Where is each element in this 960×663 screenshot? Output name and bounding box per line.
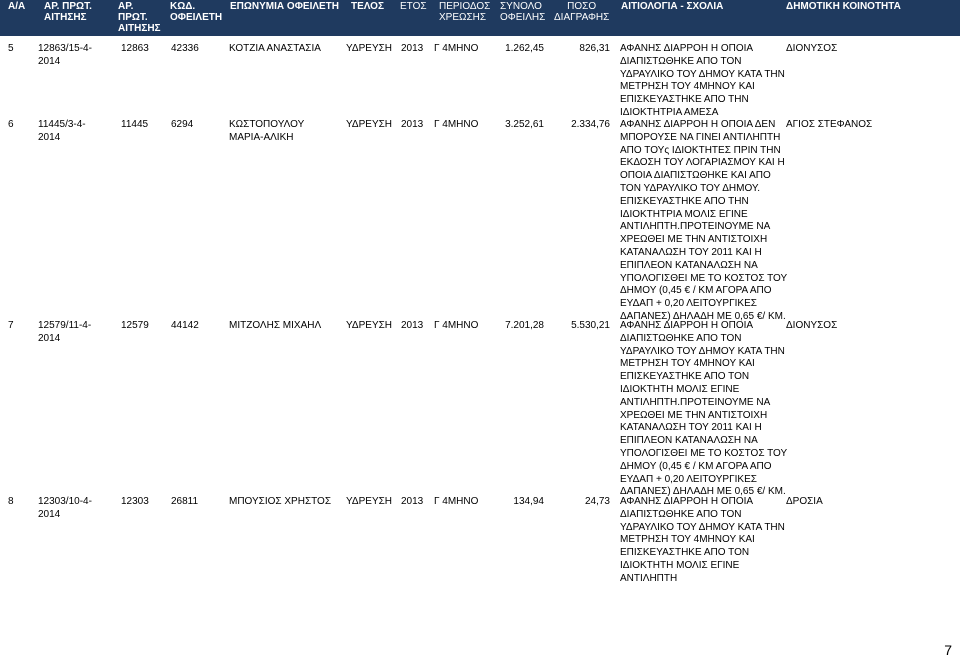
- cell-aitiologia: ΑΦΑΝΗΣ ΔΙΑΡΡΟΗ Η ΟΠΟΙΑ ΔΙΑΠΙΣΤΩΘΗΚΕ ΑΠΟ ΤΟΝ ΥΔΡΑΥΛΙΚΟ ΤΟΥ ΔΗΜΟΥ ΚΑΤΑ ΤΗΝ ΜΕΤΡΗΣΗ ΤΟΥ 4ΜΗΝΟΥ ΚΑΙ ΕΠΙΣΚΕΥΑΣΤΗΚΕ ΑΠΟ ΤΟΝ ΙΔΙΟΚΤΗΤΗ ΜΟΛΙΣ ΕΓΙΝΕ ΑΝΤΙΛΗΠΤΗ: [620, 496, 785, 584]
- cell-kod: 44142: [171, 320, 199, 331]
- cell-etos: 2013: [401, 43, 424, 54]
- cell-kod: 26811: [171, 496, 199, 507]
- table-header: [0, 0, 960, 36]
- cell-kod: 42336: [171, 43, 199, 54]
- cell-aitiologia: ΑΦΑΝΗΣ ΔΙΑΡΡΟΗ Η ΟΠΟΙΑ ΔΙΑΠΙΣΤΩΘΗΚΕ ΑΠΟ ΤΟΝ ΥΔΡΑΥΛΙΚΟ ΤΟΥ ΔΗΜΟΥ ΚΑΤΑ ΤΗΝ ΜΕΤΡΗΣΗ ΤΟΥ 4ΜΗΝΟΥ ΚΑΙ ΕΠΙΣΚΕΥΑΣΤΗΚΕ ΑΠΟ ΤΗΝ ΙΔΙΟΚΤΗΤΡΙΑ ΑΜΕΣΑ: [620, 43, 785, 118]
- header-poso: ΠΟΣΟ ΔΙΑΓΡΑΦΗΣ: [554, 1, 610, 23]
- cell-koinotita: ΑΓΙΟΣ ΣΤΕΦΑΝΟΣ: [786, 119, 873, 130]
- header-telos: ΤΕΛΟΣ: [351, 1, 384, 12]
- cell-telos: ΥΔΡΕΥΣΗ: [346, 43, 393, 54]
- header-etos: ΕΤΟΣ: [400, 1, 427, 12]
- cell-eponymia: ΚΩΣΤΟΠΟΥΛΟΥ ΜΑΡΙΑ-ΑΛΙΚΗ: [229, 119, 305, 143]
- cell-ar-prot: 12863/15-4-2014: [38, 43, 92, 67]
- header-ar-prot-aitisis: ΑΡ. ΠΡΩΤ. ΑΙΤΗΣΗΣ: [44, 1, 92, 23]
- cell-etos: 2013: [401, 320, 424, 331]
- cell-aa: 7: [8, 320, 14, 331]
- cell-poso: 24,73: [584, 496, 610, 507]
- cell-ar-prot: 12579/11-4-2014: [38, 320, 92, 344]
- cell-periodos: Γ 4ΜΗΝΟ: [434, 320, 479, 331]
- cell-telos: ΥΔΡΕΥΣΗ: [346, 496, 393, 507]
- cell-telos: ΥΔΡΕΥΣΗ: [346, 320, 393, 331]
- header-koinotita: ΔΗΜΟΤΙΚΗ ΚΟΙΝΟΤΗΤΑ: [786, 1, 901, 12]
- header-aa: Α/Α: [8, 1, 26, 12]
- cell-periodos: Γ 4ΜΗΝΟ: [434, 43, 479, 54]
- cell-aa: 6: [8, 119, 14, 130]
- cell-synolo: 3.252,61: [505, 119, 544, 130]
- cell-kod: 6294: [171, 119, 194, 130]
- cell-eponymia: ΜΠΟΥΣΙΟΣ ΧΡΗΣΤΟΣ: [229, 496, 332, 507]
- cell-aitiologia: ΑΦΑΝΗΣ ΔΙΑΡΡΟΗ Η ΟΠΟΙΑ ΔΙΑΠΙΣΤΩΘΗΚΕ ΑΠΟ ΤΟΝ ΥΔΡΑΥΛΙΚΟ ΤΟΥ ΔΗΜΟΥ ΚΑΤΑ ΤΗΝ ΜΕΤΡΗΣΗ ΤΟΥ 4ΜΗΝΟΥ ΚΑΙ ΕΠΙΣΚΕΥΑΣΤΗΚΕ ΑΠΟ ΤΟΝ ΙΔΙΟΚΤΗΤΗ ΜΟΛΙΣ ΕΓΙΝΕ ΑΝΤΙΛΗΠΤΗ.ΠΡΟΤΕΙΝΟΥΜΕ ΝΑ ΧΡΕΩΘΕΙ ΜΕ ΤΗΝ ΑΝΤΙΣΤΟΙΧΗ ΚΑΤΑΝΑΛΩΣΗ ΤΟΥ 2011 ΚΑΙ Η ΕΠΙΠΛΕΟΝ ΚΑΤΑΝΑΛΩΣΗ ΝΑ ΥΠΟΛΟΓΙΣΘΕΙ ΜΕ ΤΟ ΚΟΣΤΟΣ ΤΟΥ ΔΗΜΟΥ (0,45 € / ΚΜ ΑΓΟΡΑ ΑΠΟ ΕΥΔΑΠ + 0,20 ΛΕΙΤΟΥΡΓΙΚΕΣ ΔΑΠΑΝΕΣ) ΔΗΛΑΔΗ ΜΕ 0,65 €/ ΚΜ.: [620, 320, 788, 498]
- cell-etos: 2013: [401, 496, 424, 507]
- cell-ar-prot-2: 12303: [121, 496, 149, 507]
- cell-etos: 2013: [401, 119, 424, 130]
- cell-synolo: 7.201,28: [505, 320, 544, 331]
- cell-koinotita: ΔΙΟΝΥΣΟΣ: [786, 320, 838, 331]
- header-synolo: ΣΥΝΟΛΟ ΟΦΕΙΛΗΣ: [500, 1, 546, 23]
- cell-telos: ΥΔΡΕΥΣΗ: [346, 119, 393, 130]
- cell-ar-prot-2: 11445: [121, 119, 149, 130]
- header-aitiologia: ΑΙΤΙΟΛΟΓΙΑ - ΣΧΟΛΙΑ: [621, 1, 724, 12]
- cell-ar-prot: 12303/10-4-2014: [38, 496, 92, 520]
- header-periodos: ΠΕΡΙΟΔΟΣ ΧΡΕΩΣΗΣ: [439, 1, 491, 23]
- cell-periodos: Γ 4ΜΗΝΟ: [434, 119, 479, 130]
- cell-aitiologia: ΑΦΑΝΗΣ ΔΙΑΡΡΟΗ Η ΟΠΟΙΑ ΔΕΝ ΜΠΟΡΟΥΣΕ ΝΑ ΓΙΝΕΙ ΑΝΤΙΛΗΠΤΗ ΑΠΟ ΤΟΥς ΙΔΙΟΚΤΗΤΕΣ ΠΡΙΝ ΤΗΝ ΕΚΔΟΣΗ ΤΟΥ ΛΟΓΑΡΙΑΣΜΟΥ ΚΑΙ Η ΟΠΟΙΑ ΔΙΑΠΙΣΤΩΘΗΚΕ ΚΑΙ ΑΠΟ ΤΟΝ ΥΔΡΑΥΛΙΚΟ ΤΟΥ ΔΗΜΟΥ. ΕΠΙΣΚΕΥΑΣΤΗΚΕ ΑΠΟ ΤΗΝ ΙΔΙΟΚΤΗΤΡΙΑ ΜΟΛΙΣ ΕΓΙΝΕ ΑΝΤΙΛΗΠΤΗ.ΠΡΟΤΕΙΝΟΥΜΕ ΝΑ ΧΡΕΩΘΕΙ ΜΕ ΤΗΝ ΑΝΤΙΣΤΟΙΧΗ ΚΑΤΑΝΑΛΩΣΗ ΤΟΥ 2011 ΚΑΙ Η ΕΠΙΠΛΕΟΝ ΚΑΤΑΝΑΛΩΣΗ ΝΑ ΥΠΟΛΟΓΙΣΘΕΙ ΜΕ ΤΟ ΚΟΣΤΟΣ ΤΟΥ ΔΗΜΟΥ (0,45 € / ΚΜ ΑΓΟΡΑ ΑΠΟ ΕΥΔΑΠ + 0,20 ΛΕΙΤΟΥΡΓΙΚΕΣ ΔΑΠΑΝΕΣ) ΔΗΛΑΔΗ ΜΕ 0,65 €/ ΚΜ.: [620, 119, 788, 322]
- cell-periodos: Γ 4ΜΗΝΟ: [434, 496, 479, 507]
- cell-koinotita: ΔΡΟΣΙΑ: [786, 496, 823, 507]
- cell-synolo: 134,94: [513, 496, 544, 507]
- cell-poso: 5.530,21: [571, 320, 610, 331]
- cell-ar-prot-2: 12863: [121, 43, 149, 54]
- header-ar-prot-aitisis-2: ΑΡ. ΠΡΩΤ. ΑΙΤΗΣΗΣ: [118, 1, 161, 34]
- cell-eponymia: ΚΟΤΖΙΑ ΑΝΑΣΤΑΣΙΑ: [229, 43, 321, 54]
- cell-koinotita: ΔΙΟΝΥΣΟΣ: [786, 43, 838, 54]
- page-number: 7: [944, 642, 952, 658]
- header-kod-ofeileti: ΚΩΔ. ΟΦΕΙΛΕΤΗ: [170, 1, 223, 23]
- cell-ar-prot: 11445/3-4-2014: [38, 119, 86, 143]
- cell-poso: 2.334,76: [571, 119, 610, 130]
- cell-synolo: 1.262,45: [505, 43, 544, 54]
- cell-poso: 826,31: [579, 43, 610, 54]
- header-eponymia: ΕΠΩΝΥΜΙΑ ΟΦΕΙΛΕΤΗ: [230, 1, 340, 12]
- cell-aa: 8: [8, 496, 14, 507]
- cell-eponymia: ΜΙΤΖΟΛΗΣ ΜΙΧΑΗΛ: [229, 320, 322, 331]
- cell-aa: 5: [8, 43, 14, 54]
- cell-ar-prot-2: 12579: [121, 320, 149, 331]
